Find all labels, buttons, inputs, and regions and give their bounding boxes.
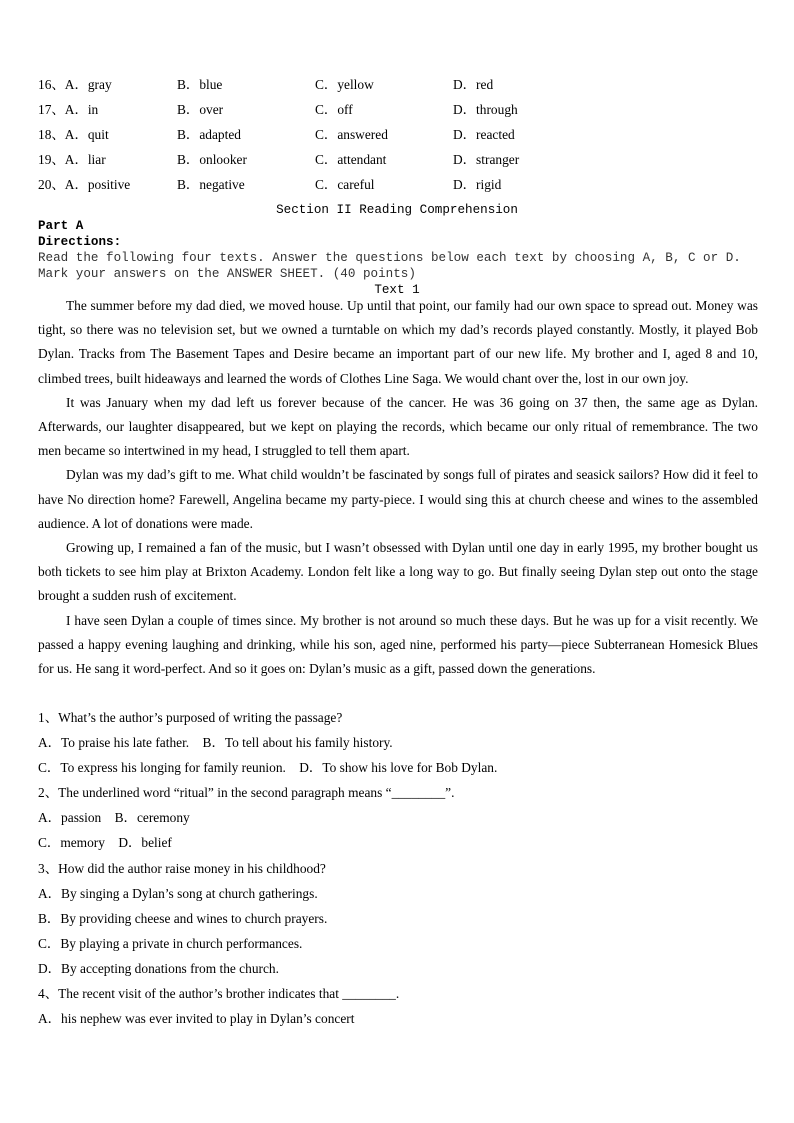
question-option: A．his nephew was ever invited to play in Dylan’s concert: [38, 1011, 355, 1027]
question-options: C．To express his longing for family reunion. D．To show his love for Bob Dylan.: [38, 760, 498, 776]
option-b: B．onlooker: [177, 152, 247, 167]
question-option: D．By accepting donations from the church.: [38, 960, 279, 976]
directions-text: Read the following four texts. Answer the questions below each text by choosing A, B, C or D. Mark your answers on the ANSWER SHEET. (40 points): [38, 251, 741, 281]
part-label: Part A: [38, 219, 84, 233]
option-a: 18、A．quit: [38, 127, 109, 142]
option-d: D．rigid: [453, 177, 502, 192]
passage-paragraph: It was January when my dad left us forever because of the cancer. He was 36 going on 37 then, the same age as Dylan. Afterwards, our laughter disappeared, but we kept on playing the records, which became our only ritual of remembrance. The two men became so intertwined in my head, I struggled to tell them apart.: [38, 394, 758, 459]
passage-paragraph: Growing up, I remained a fan of the music, but I wasn’t obsessed with Dylan until one day in early 1995, my brother bought us both tickets to see him play at Brixton Academy. London felt like a long way to go. But finally seeing Dylan step out onto the stage brought a sudden rush of excitement.: [38, 540, 758, 604]
directions-label: Directions:: [38, 235, 122, 249]
question-stem: 2、The underlined word “ritual” in the second paragraph means “________”.: [38, 785, 455, 801]
reading-passage: [38, 294, 758, 681]
option-c: C．yellow: [315, 77, 374, 92]
question-option: C．By playing a private in church performances.: [38, 935, 303, 951]
option-c: C．off: [315, 102, 353, 117]
passage-paragraph: The summer before my dad died, we moved house. Up until that point, our family had our own space to spread out. Money was tight, so there was no television set, but we owned a turntable on which my dad’s records played constantly. Mostly, it played Bob Dylan. Tracks from The Basement Tapes and Desire became an important part of our new life. My brother and I, aged 8 and 10, climbed trees, built hideaways and learned the words of Clothes Line Saga. We would chant over the, lost in our own joy.: [38, 298, 758, 386]
option-d: D．reacted: [453, 127, 515, 142]
option-d: D．red: [453, 77, 494, 92]
question-stem: 1、What’s the author’s purposed of writing the passage?: [38, 710, 343, 725]
option-b: B．negative: [177, 177, 245, 192]
question-options: A．passion B．ceremony: [38, 810, 190, 826]
questions: [38, 705, 756, 1031]
question-stem: 4、The recent visit of the author’s brother indicates that ________.: [38, 986, 400, 1002]
section-title: Section II Reading Comprehension: [276, 203, 518, 217]
option-c: C．careful: [315, 177, 375, 192]
option-a: 16、A．gray: [38, 77, 112, 92]
option-a: 17、A．in: [38, 102, 99, 117]
text-title: Text 1: [374, 283, 420, 297]
question-options: C．memory D．belief: [38, 835, 172, 851]
option-c: C．attendant: [315, 152, 387, 167]
question-options: A．To praise his late father. B．To tell about his family history.: [38, 735, 393, 751]
passage-paragraph: Dylan was my dad’s gift to me. What child wouldn’t be fascinated by songs full of pirates and seasick sailors? How did it feel to have No direction home? Farewell, Angelina became my party-piece. I would sing this at church cheese and wines to the assembled audience. A lot of donations were made.: [38, 467, 758, 531]
question-stem: 3、How did the author raise money in his childhood?: [38, 860, 326, 876]
option-b: B．adapted: [177, 127, 241, 142]
passage-paragraph: I have seen Dylan a couple of times since. My brother is not around so much these days. But he was up for a visit recently. We passed a happy evening laughing and drinking, while his son, aged nine, performed his party—piece Subterranean Homesick Blues for us. He sang it word-perfect. And so it goes on: Dylan’s music as a gift, passed down the generations.: [38, 612, 758, 677]
option-c: C．answered: [315, 127, 388, 142]
option-d: D．through: [453, 102, 518, 117]
option-b: B．over: [177, 102, 224, 117]
option-a: 20、A．positive: [38, 177, 131, 192]
option-d: D．stranger: [453, 152, 520, 167]
question-option: B．By providing cheese and wines to church prayers.: [38, 910, 328, 926]
question-option: A．By singing a Dylan’s song at church gatherings.: [38, 885, 318, 901]
option-b: B．blue: [177, 77, 223, 92]
option-a: 19、A．liar: [38, 152, 106, 167]
